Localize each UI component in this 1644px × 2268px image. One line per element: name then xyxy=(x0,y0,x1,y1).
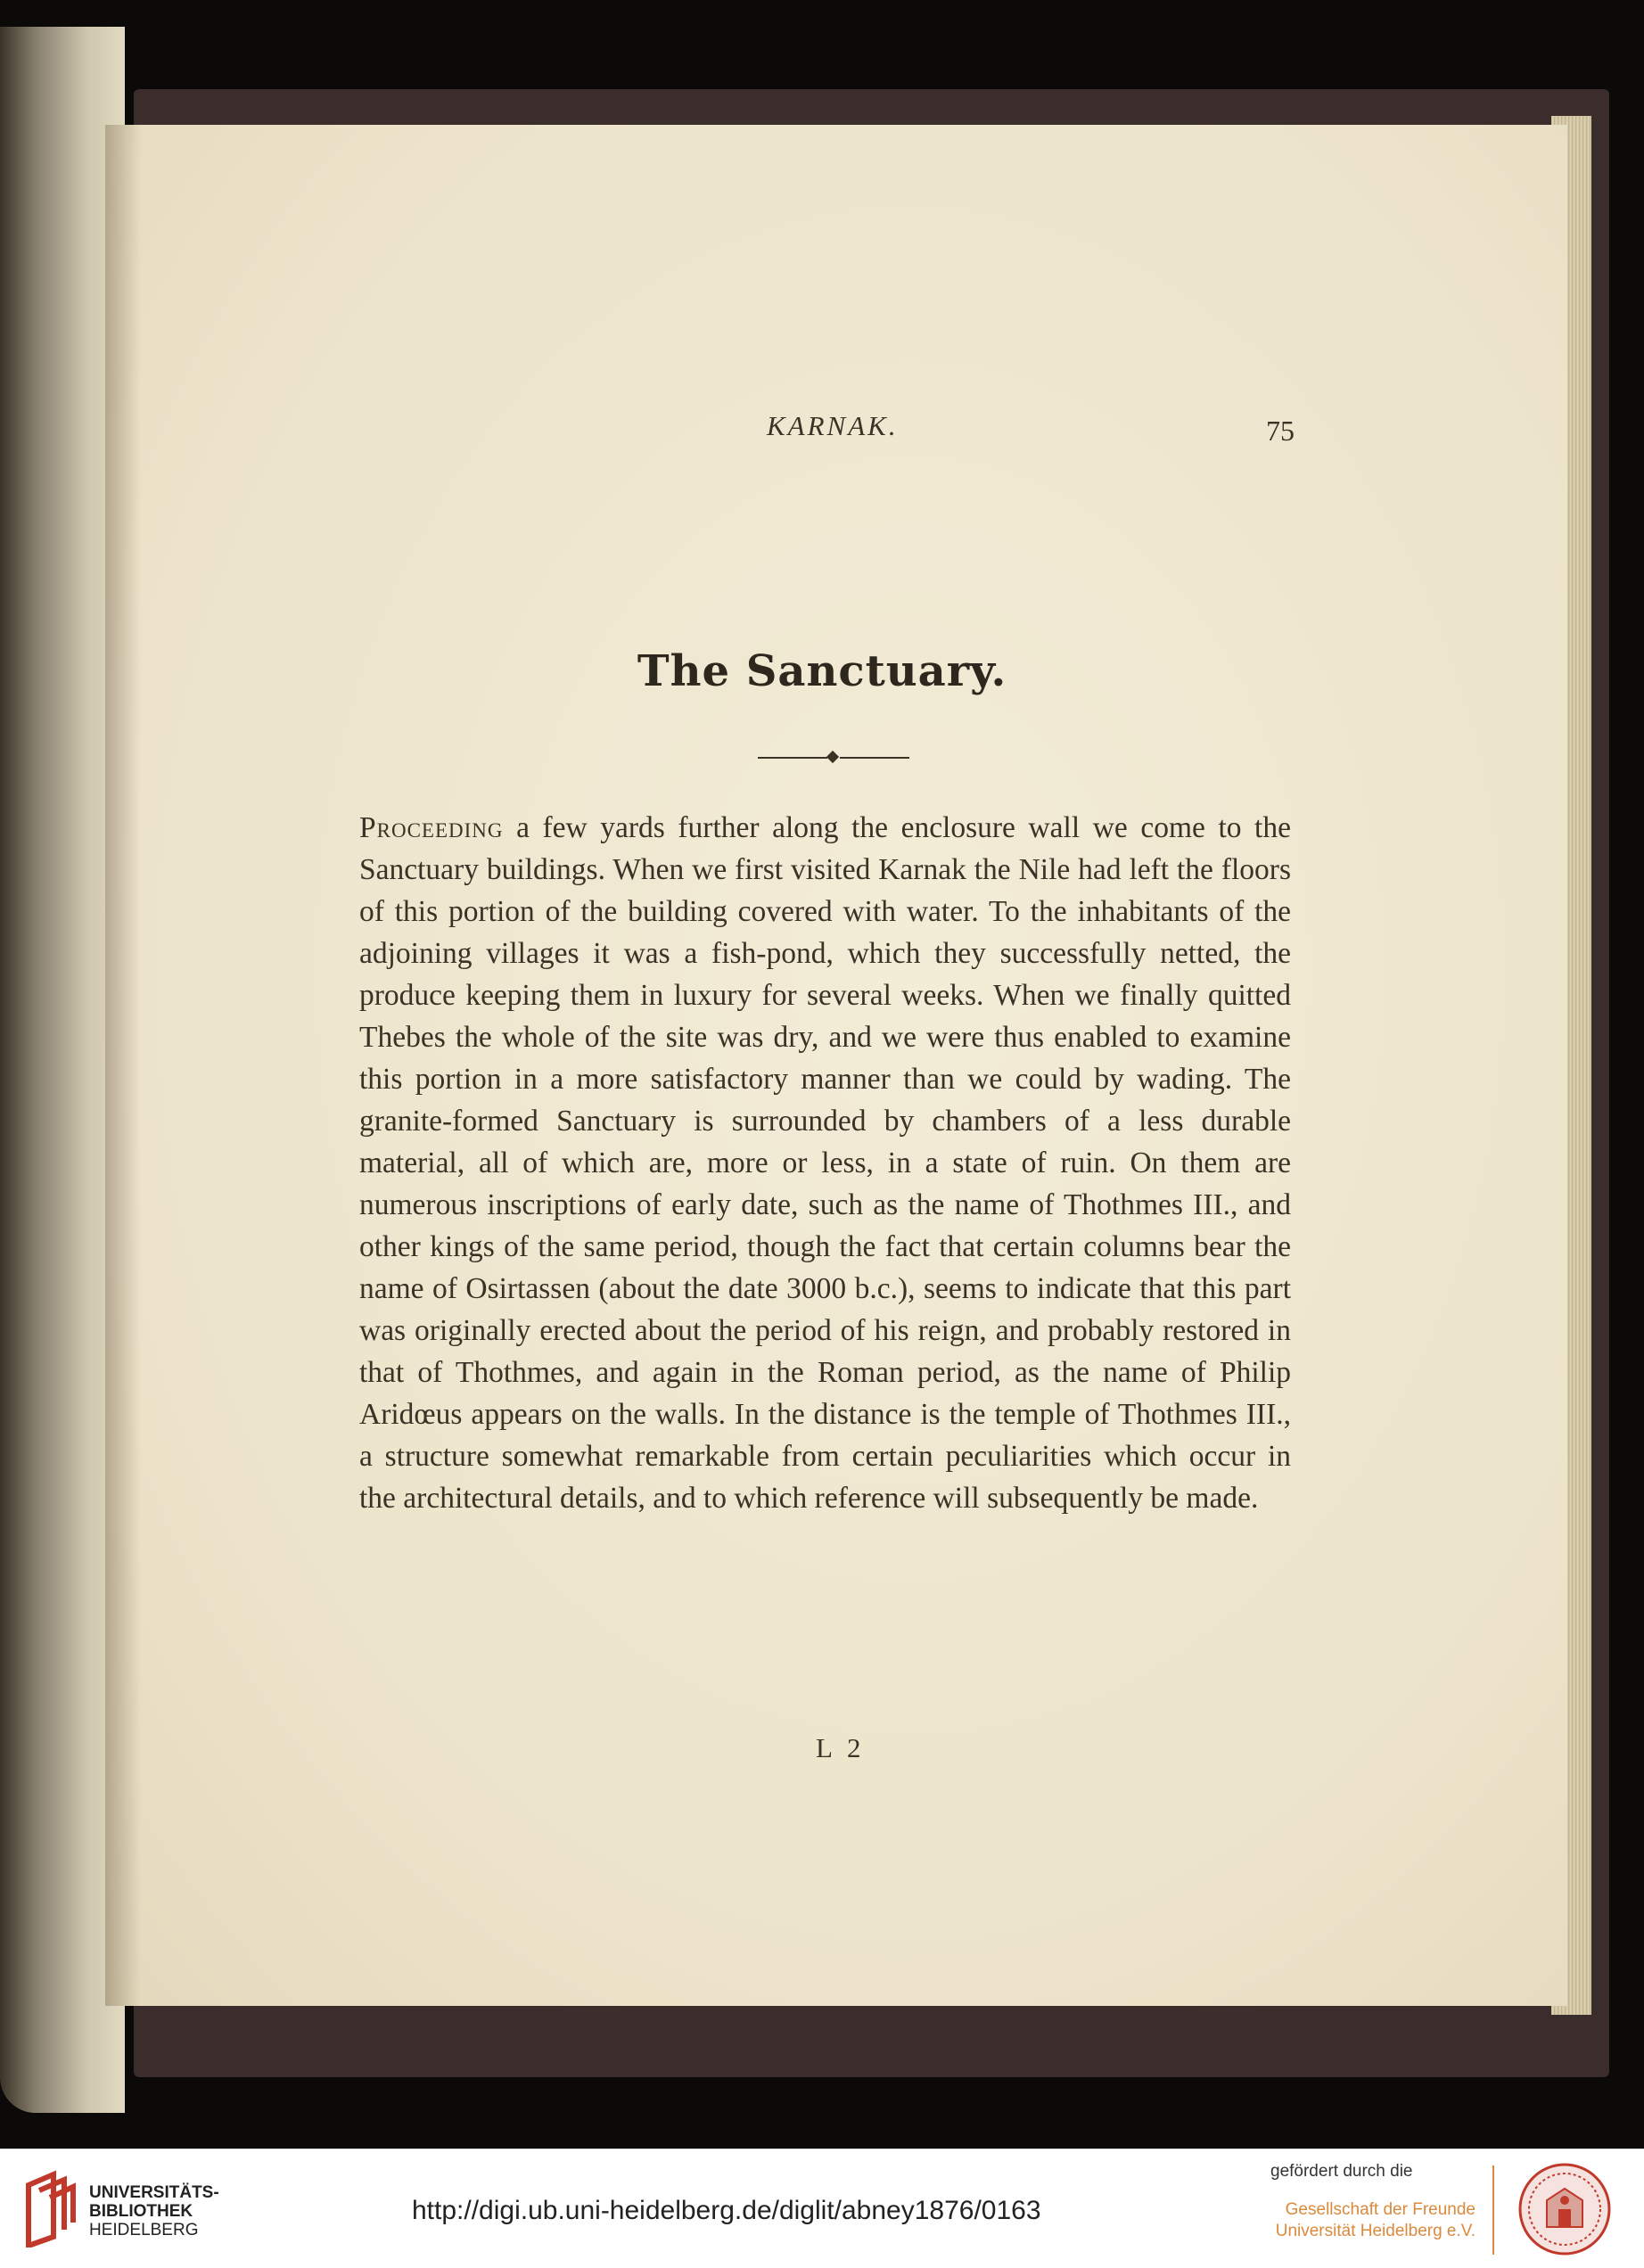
sponsor-intro: gefördert durch die xyxy=(1270,2162,1413,2181)
gutter-shadow xyxy=(105,125,141,2006)
paragraph-lead: Proceeding xyxy=(359,811,504,844)
ornament-divider xyxy=(758,749,909,767)
footer-divider xyxy=(1492,2165,1494,2255)
section-title: The Sanctuary. xyxy=(637,646,1007,696)
paragraph-text: a few yards further along the enclosure wall we come to the Sanctuary buildings. When we first visited Karnak the Nile had left the floors of this portion of the building covered with water. To the inhabitants of the adjoining villages it was a fish-pond, which they successfully netted, the produce keeping them in luxury for several weeks. When we finally quitted Thebes the whole of the site was dry, and we were thus enabled to examine this portion in a more satisfactory manner than we could by wading. The granite-formed Sanctuary is surrounded by chambers of a less durable material, all of which are, more or less, in a state of ruin. On them are numerous inscriptions of early date, such as the name of Thothmes III., and other kings of the same period, though the fact that certain columns bear the name of Osirtassen (about the date 3000 b.c.), seems to indicate that this part was originally erected about the period of his reign, and probably restored in that of Thothmes, and again in the Roman period, as the name of Philip Aridœus appears on the walls. In the distance is the temple of Thothmes III., a structure somewhat remarkable from certain peculiarities which occur in the architectural details, and to which reference will subsequently be made. xyxy=(359,811,1291,1515)
signature-number: 2 xyxy=(846,1732,861,1763)
signature-mark xyxy=(816,1732,860,1764)
body-paragraph xyxy=(359,807,1291,1519)
university-seal-icon[interactable] xyxy=(1516,2160,1614,2258)
library-name[interactable]: UNIVERSITÄTS- BIBLIOTHEK HEIDELBERG xyxy=(89,2183,219,2239)
page-number: 75 xyxy=(1266,415,1295,447)
permalink-url[interactable]: http://digi.ub.uni-heidelberg.de/diglit/abney1876/0163 xyxy=(412,2196,1041,2225)
signature-letter: L xyxy=(816,1732,833,1763)
library-logo-icon[interactable] xyxy=(18,2167,80,2247)
sponsor-name[interactable]: Gesellschaft der Freunde Universität Heidelberg e.V. xyxy=(1275,2200,1475,2240)
running-head: KARNAK. xyxy=(767,410,899,441)
footer-bar xyxy=(0,2149,1644,2268)
diamond-icon xyxy=(826,751,839,763)
